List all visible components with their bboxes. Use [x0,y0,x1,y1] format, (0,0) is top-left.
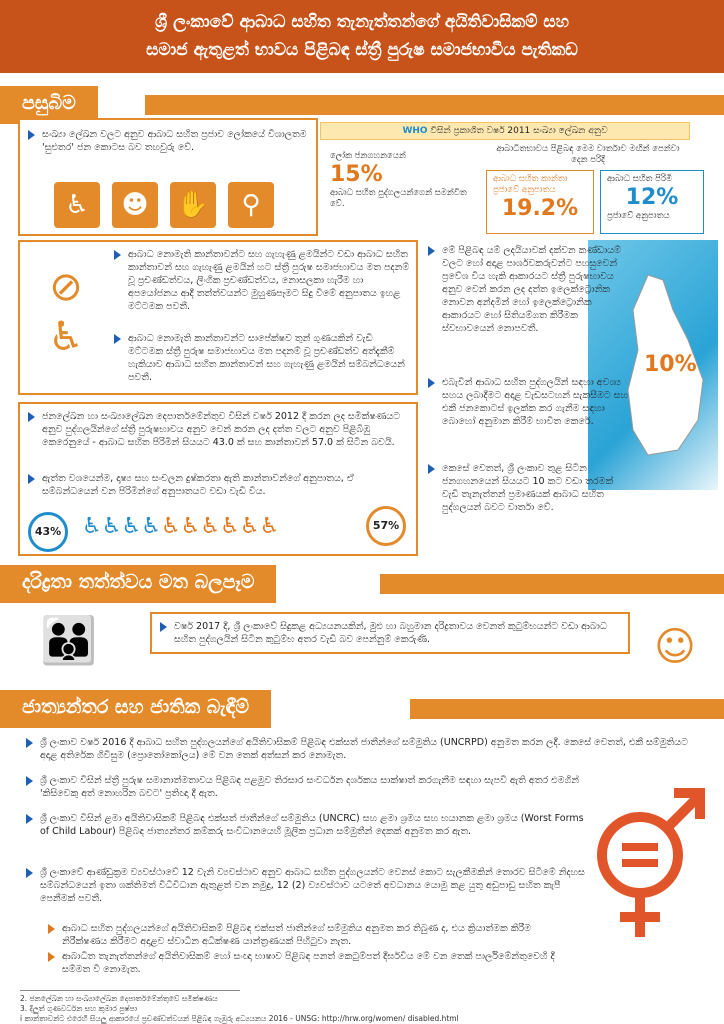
bullet-icon [114,334,121,344]
intro-box [18,118,318,236]
disability-report-note: ආබාධිතභාවය පිළිබඳ මෙම වාර්තාව මඟින් පෙන්වා දෙන පරිදි [496,144,680,165]
title-line-1: ශ්‍රී ලංකාවේ ආබාධ සහිත තැනැත්තන්ගේ අයිතිවාසිකම් සහ [155,12,569,32]
right-column [428,240,708,555]
bullet-icon [160,622,167,632]
wheelchair-icon: ♿ [180,514,201,539]
bullet-icon [28,412,35,422]
women-violence-box [18,240,418,395]
footnote-3: i කාන්තාවන්ට එරෙහි සියලු ආකාරයේ ප්‍රචණ්ඩත්වයන් පිළිබඳ ගැඹුරු අධ්‍යයනය 2016 - UNSG: http://hrw.org/women/ disabled.html [20,1014,459,1023]
wheelchair-icon: ♿ [200,514,221,539]
bullet-icon [28,474,35,484]
poverty-box [150,612,630,654]
wheelchair-icon: ♿ [121,514,142,539]
wheelchair-icon: ♿ [54,182,100,228]
who-stats-panel [320,118,710,236]
family-icon: 👪 [40,613,98,667]
right-paragraph-3: කෙසේ වෙතත්, ශ්‍රී ලංකාව තුළ සිටින ජනගහනයෙන් සියයට 10 කට වඩා තරමක් වැඩි තැනැත්තන් ප්‍රමාණයක් ආබාධ සහිත පුද්ගලයන් බවට වාර්තා වේ. [428,462,628,514]
footnote-2: 3. දිලුත් ගුණවර්ධන සහ කුමාර පුෂ්පා [20,1004,138,1013]
commitment-paragraph-4: ශ්‍රී ලංකාවේ ආණ්ඩුක්‍රම ව්‍යවස්ථාවේ 12 වැනි ව්‍යවස්ථාව අනුව ආබාධ සහිත පුද්ගලයන්ට වෙනස් කොට සැලකීමකින් තොරව සිටීමේ නිදහස සම්බන්ධයෙන් ඉතා ශක්තිමත් විධිවිධාන ඇතුළත් වන නමුදු, 12 (2) ව්‍යවස්ථාව යටතේ අවධානය යොමු කළ යුතු අඩුපාඩු සහිත කැපී පෙනීමක් පවතී. [26,866,586,905]
men-stat: ආබාධ සහිත පිරිමි 12% ප්‍රජාවේ අනුපාතය [600,170,704,234]
men-stat-value: 12% [625,185,679,210]
women-paragraph-1: ආබාධ නොමැති කාන්තාවන්ට සහ ගැහැණු ළමයින්ට වඩා ආබාධ සහිත කාන්තාවන් සහ ගැහැණු ළමයින් හට ස්ත්‍රී පුරුෂ සමාජභාවය මත පදනම් වූ ප්‍රචණ්ඩත්වය, ලිංගික ප්‍රචණ්ඩත්වය, නොසලකා හැරීම හා අපයෝජනය ආදී තත්ත්වයන්ට මුහුණපෑමට සිදු වීමේ අනුපාතය ඉහළ මට්ටමක පවතී. [114,248,410,313]
bullet-icon [26,738,33,748]
commitment-paragraph-1: ශ්‍රී ලංකාව වර්ෂ 2016 දී ආබාධ සහිත පුද්ගලයන්ගේ අයිතිවාසිකම් පිළිබඳ එක්සත් ජාතීන්ගේ සම්මුතිය (UNCRPD) අනුමත කරන ලදී. කෙසේ වෙතත්, එකී සම්මුතියට අදාළ අතිරේක ගිවිසුම (ප්‍රොතෝකෝලය) මේ වන තෙක් අත්සන් කර නොමැත. [26,736,696,762]
wheelchair-icon: ♿ [160,514,181,539]
section-bar-line [410,699,724,719]
women-stat-value: 19.2% [501,196,579,221]
women-percent-badge: 57% [366,506,406,546]
wheelchair-icon: ♿ [101,514,122,539]
head-icon: ☻ [112,182,158,228]
sign-language-icon: ✋ [170,182,216,228]
footnotes [20,994,459,1024]
section-title-poverty: දරිද්‍රතා තත්ත්වය මත බලපෑම [0,565,276,603]
bullet-icon [26,868,33,878]
title-banner [0,0,724,73]
commitment-paragraph-3: ශ්‍රී ලංකාව විසින් ළමා අයිතිවාසිකම් පිළිබඳ එක්සත් ජාතීන්ගේ සම්මුතිය (UNCRC) සහ ළමා ශ්‍රමය සහ භයානක ළමා ශ්‍රමය (Worst Forms of Child Labour) පිළිබඳ ජාත්‍යන්තර කම්කරු සංවිධානයෙහි මූලික ප්‍රධාන සම්මුතීන් දෙකක් අනුමත කර ඇත. [26,812,586,838]
wheelchair-icon: ♿ [141,514,161,539]
title-line-2: සමාජ ඇතුළත් භාවය පිළිබඳ ස්ත්‍රී පුරුෂ සමාජභාවීය පැතිකඩ [146,40,578,60]
wheelchair-icon: ♿ [259,514,280,539]
census-paragraph-1: ජනලේඛන හා සංඛ්‍යාලේඛන දෙපාර්තමේන්තුව විසින් වර්ෂ 2012 දී කරන ලද සමීක්ෂණයට අනුව පුද්ගලයින්ගේ ස්ත්‍රී පුරුෂභාවය අනුව වෙන් කරන ලද දත්ත වලට අනුව පිළිබිඹු කෙරෙනුයේ - ආබාධ සහිත පිරිමින් සියයට 43.0 ක් සහ කාන්තාවන් 57.0 ක් සිටින බවයි. [28,410,410,449]
section-bar-line [145,95,724,115]
commitment-sub-1: ආබාධ සහිත පුද්ගලයන්ගේ අයිතිවාසිකම් පිළිබඳ එක්සත් ජාතීන්ගේ සම්මුතිය අනුමත කර තිබුණ ද, එය ක්‍රියාත්මක කිරීම නිරීක්ෂණය කිරීමට අදාළව ස්වාධීන අධීක්ෂණ යාන්ත්‍රණයක් පිහිටුවා නැත. [48,922,568,948]
violence-icons: ⊘ ♿ [48,264,84,360]
bullet-icon [428,246,435,256]
section-title-background: පසුබිම [0,86,98,124]
bullet-icon [428,378,435,388]
world-stat: ලෝක ජනගහනයෙන් 15% ආබාධ සහිත පුද්ගලයන්ගෙන් සමන්විත වේ. [324,148,474,228]
world-stat-value: 15% [330,162,383,187]
bullet-icon [428,464,435,474]
bullet-icon [28,130,35,140]
bullet-icon [26,814,33,824]
section-header-commitments [0,690,724,728]
section-bar-line [380,574,724,594]
wheelchair-icon: ♿ [220,514,240,539]
commitment-sub-2: ආබාධිත තැනැත්තන්ගේ අයිතිවාසිකම් හෝ සංඥා භාෂාව පිළිබඳ පනත් කෙටුම්පත් දීර්ඝවිය මේ වන තෙක් පාර්ලිමේන්තුවෙහි දී සම්මත වී නොමැත. [48,950,568,976]
poverty-paragraph: වර්ෂ 2017 දී, ශ්‍රී ලංකාවේ සිදුකළ අධ්‍යයනයකින්, මුළු හා බහුමාන දරිද්‍රතාවය වෙනත් කුටුම්භයන්ට වඩා ආබාධ සහිත පුද්ගලයින් සිටින කුටුම්භ අතර වැඩි බව පෙන්නුම් කෙරුණි. [160,620,622,646]
right-paragraph-2: එබැවින් ආබාධ සහිත පුද්ගලයින් සඳහා අවශ්‍ය සහය ලබාදීමට අදාළ වැඩසටහන් සැකසීමට සහ එකී ජනකොටස් ඉලක්ක කර ගැනීම සඳහා බොහෝ අනුමාන කිරීම් භාවිත කෙරේ. [428,376,628,428]
bullet-icon [26,776,33,786]
intro-paragraph: සංඛ්‍යා ලේඛන වලට අනුව ආබාධ සහිත ප්‍රජාව ලෝකයේ විශාලතම 'සුළුතර' ජන කොටස බව තහවුරු වේ. [28,128,310,154]
wheelchair-icon: ♿ [239,514,260,539]
right-paragraph-1: මේ පිළිබඳ යම් ලදයියාවක් දක්වන කණ්ඩායම් වලට හෝ අදාළ පාර්ශවකරුවන්ට පහසුවෙන් ප්‍රවේශ විය හැකි ආකාරයට ස්ත්‍රී පුරුෂභාවය අනුව වෙන් කරන ලද දත්ත ඉලෙක්ට්‍රොනික නොවන අන්දමින් හෝ ඉලෙක්ට්‍රොනික ආකාරයට හෝ සිතියම්ගත කිරීමක ස්වභාවයෙන් නොපවතී. [428,244,628,335]
bullet-icon [48,924,55,934]
women-paragraph-2: ආබාධ නොමැති කාන්තාවන්ට සාපේක්ෂව තුන් ගුණයකින් වැඩි මට්ටමක ස්ත්‍රී පුරුෂ සමාජභාවය මත පදනම් වූ ප්‍රචණ්ඩත්ව අත්දැකීම් හැකියාව ආබාධ සහිත කාන්තාවන් සහ ගැහැණු ළමයින් සම්බන්ධයෙන් පවතී. [114,332,410,384]
wheelchair-row [82,514,279,539]
section-header-poverty [0,565,724,603]
commitment-paragraph-2: ශ්‍රී ලංකාව විසින් ස්ත්‍රී පුරුෂ සමානාත්මතාවය පිළිබඳ පළමුව තිරසාර සංවර්ධන දර්ශකය සාක්ෂාත් කරගැනීම සඳහා සැපවී ඇති අතර එමගින් 'කිසිවෙකු අත් නොහරින බවට' ප්‍රතිඥා දී ඇත. [26,774,586,800]
footnote-1: 2. ජනලේඛන හා සංඛ්‍යාලේඛන දෙපාර්තමේන්තුවේ සමීක්ෂණය [20,994,218,1003]
wheelchair-icon: ♿ [82,514,102,539]
poor-person-icon: ☺ [654,624,696,670]
section-title-commitments: ජාත්‍යන්තර සහ ජාතික බැඳීම් [0,690,271,728]
who-header: WHO විසින් ප්‍රකාශිත වර්ෂ 2011 සංඛ්‍යා ලේඛන අනුව [320,122,690,140]
census-paragraph-2: ඇත්ත වශයෙන්ම, දෘෂ්‍ය සහ සංචලන දුෂ්කරතා ඇති කාන්තාවන්ගේ අනුපාතය, ඒ සම්බන්ධයෙන් වන පිරිමින්ගේ අනුපාතයට වඩා වැඩි විය. [28,472,410,498]
footnote-rule [20,990,240,991]
bullet-icon [114,250,121,260]
bullet-icon [48,952,55,962]
gender-equality-icon [590,775,710,945]
blind-walker-icon: ⚲ [228,182,274,228]
women-stat: ආබාධ සහිත කාන්තා ප්‍රජාවේ අනුපාතය 19.2% [486,170,594,234]
men-percent-badge: 43% [28,512,68,552]
map-stat-value: 10% [644,352,697,377]
census-box [18,402,418,556]
